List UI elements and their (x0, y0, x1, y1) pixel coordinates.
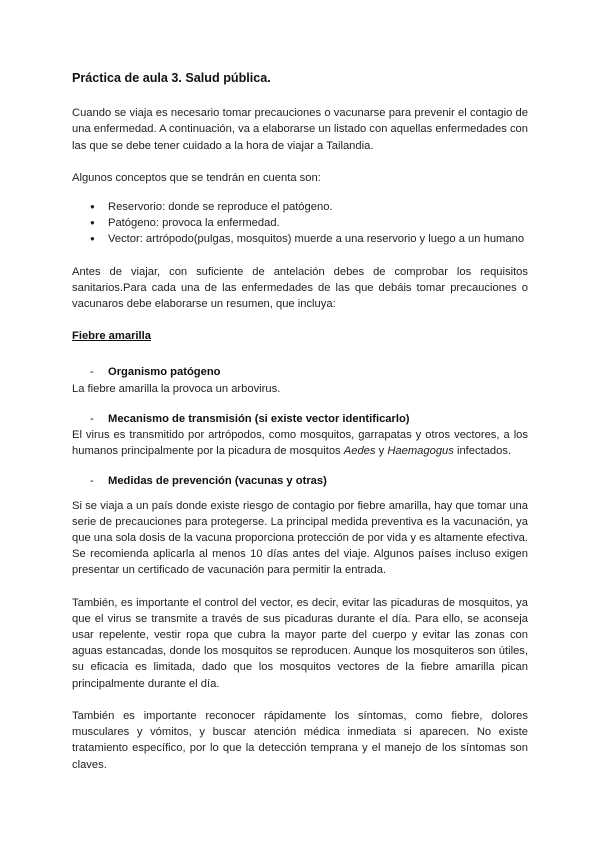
intro-paragraph: Cuando se viaja es necesario tomar precauciones o vacunarse para prevenir el contagio de una enfermedad. A continuación, va a elaborarse un listado con aquellas enfermedades con las que se debe tener cuidado a la hora de viajar a Tailandia. (72, 107, 528, 152)
transmission-text (72, 427, 528, 459)
list-item: ● Vector: artrópodo(pulgas, mosquitos) muerde a una reservorio y luego a un humano (90, 231, 528, 247)
list-item: ● Reservorio: donde se reproduce el patógeno. (90, 199, 528, 215)
pathogen-heading (90, 364, 528, 380)
prevention-paragraph-1: Si se viaja a un país donde existe riesgo de contagio por fiebre amarilla, hay que tomar una serie de precauciones para protegerse. La principal medida preventiva es la vacunación, ya que una sola dosis de la vacuna proporciona protección de por vida y es altamente efectiva. Se recomienda aplicarla al menos 10 días antes del viaje. Algunos países incluso exigen presentar un certificado de vacunación para permitir la entrada. (72, 499, 528, 577)
dash-bullet: - (90, 412, 94, 425)
concepts-intro: Algunos conceptos que se tendrán en cuenta son: (72, 171, 321, 184)
prevention-paragraph-2: También, es importante el control del vector, es decir, evitar las picaduras de mosquitos, ya que el virus se transmite a través de sus picaduras durante el día. Para ello, se aconseja usar repelente, vestir ropa que cubra la mayor parte del cuerpo y evitar las zonas con aguas estancadas, donde los mosquitos se reproducen. Aunque los mosquiteros son útiles, su eficacia es limitada, dado que los mosquitos vectores de la fiebre amarilla pican principalmente durante el día. (72, 596, 528, 690)
transmission-heading (90, 411, 528, 427)
prevention-heading-text: Medidas de prevención (vacunas y otras) (108, 475, 327, 488)
list-item: ● Patógeno: provoca la enfermedad. (90, 215, 528, 231)
dash-bullet: - (90, 475, 94, 488)
section-title: Fiebre amarilla (72, 330, 151, 343)
document-page (72, 70, 528, 789)
page-title: Práctica de aula 3. Salud pública. (72, 71, 271, 85)
transmission-text-start: El virus es transmitido por artrópodos, como mosquitos, garrapatas y otros vectores, a los humanos principalmente por la picadura de mosquitos (72, 429, 528, 458)
spacer (72, 490, 528, 498)
pathogen-text: La fiebre amarilla la provoca un arbovirus. (72, 382, 281, 395)
pathogen-heading-text: Organismo patógeno (108, 366, 221, 379)
requirements-paragraph: Antes de viajar, con suficiente de antelación debes de comprobar los requisitos sanitarios.Para cada una de las enfermedades de las que debáis tomar precauciones o vacunaros debe elaborarse un resumen, que incluya: (72, 265, 528, 311)
transmission-text-end: infectados. (453, 445, 512, 458)
prevention-heading (90, 473, 528, 489)
transmission-and: y (375, 445, 388, 458)
prevention-paragraph-3: También es importante reconocer rápidamente los síntomas, como fiebre, dolores musculares y vómitos, y buscar atención médica inmediata si aparecen. No existe tratamiento específico, por lo que la detección temprana y el manejo de los síntomas son claves. (72, 709, 528, 771)
haemagogus-genus: Haemagogus (387, 445, 454, 458)
transmission-heading-text: Mecanismo de transmisión (si existe vector identificarlo) (108, 412, 410, 425)
dash-bullet: - (90, 366, 94, 379)
aedes-genus: Aedes (343, 445, 376, 458)
concepts-list (72, 199, 528, 248)
